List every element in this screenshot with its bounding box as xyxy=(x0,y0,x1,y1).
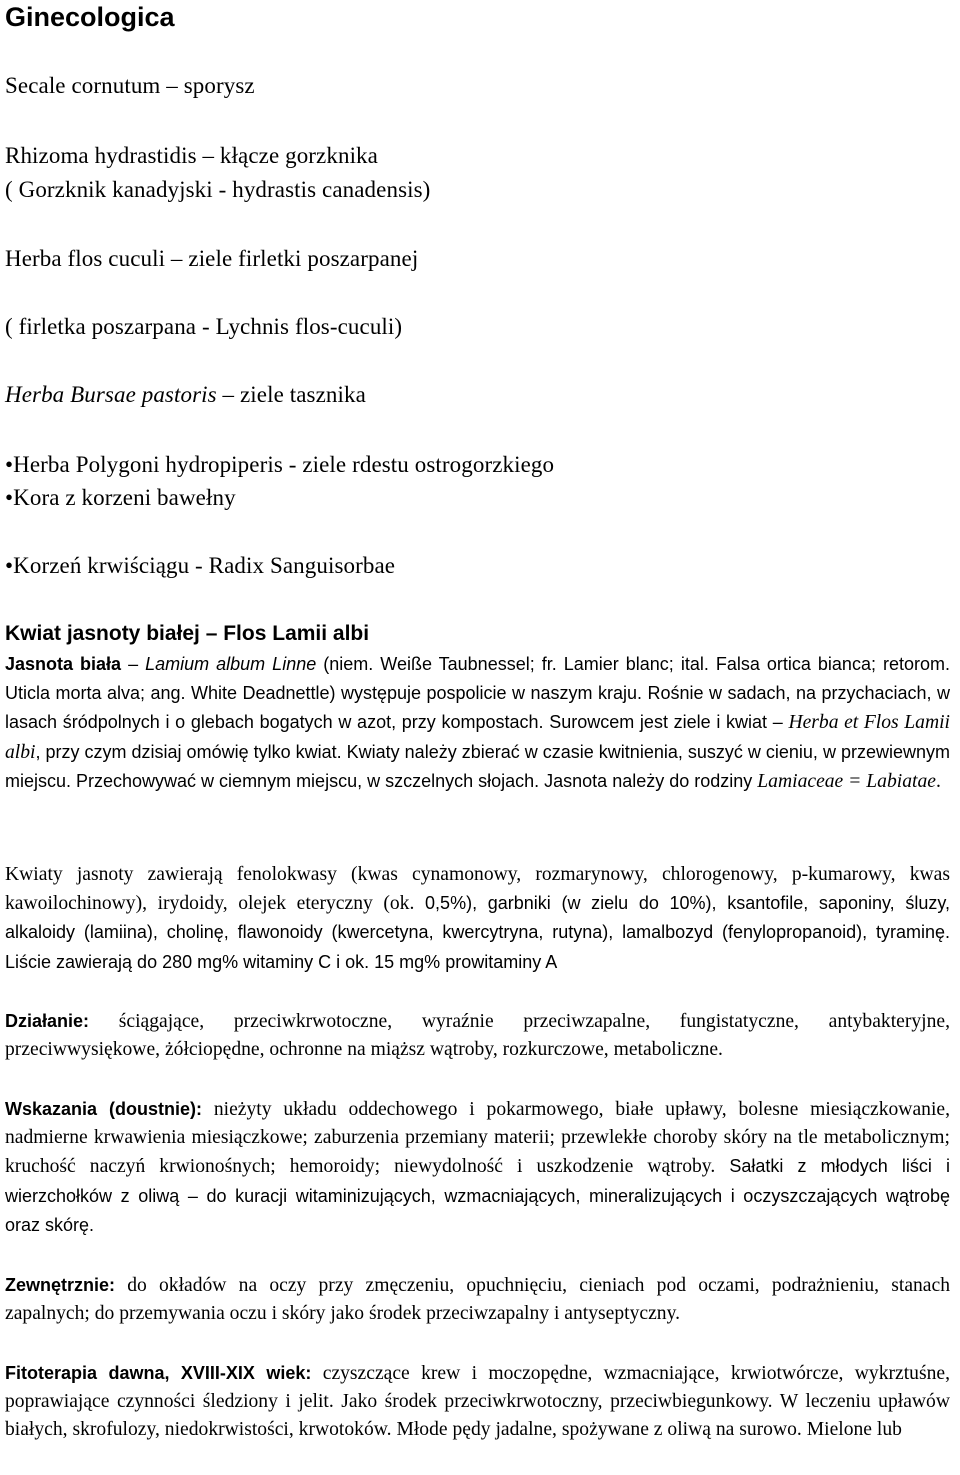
bursae-polish: – ziele tasznika xyxy=(216,382,366,407)
action-text: ściągające, przeciwkrwotoczne, wyraźnie przeciwzapalne, fungistatyczne, antybakteryjne, przeciwwysiękowe, żółciopędne, ochronne na miąższ wątroby, rozkurczowe, metaboliczne. xyxy=(5,1011,950,1061)
external-text: do okładów na oczy przy zmęczeniu, opuchnięciu, cieniach pod oczami, podrażnieniu, stanach zapalnych; do przemywania oczu i skóry jako środek przeciwzapalny i antyseptyczny. xyxy=(5,1275,950,1325)
indications-label: Wskazania (doustnie): xyxy=(5,1099,202,1119)
collection-text: , przy czym dzisiaj omówię tylko kwiat. Kwiaty należy zbierać w czasie kwitnienia, suszyć w cieniu, w przewiewnym miejscu. Przechowywać w ciemnym miejscu, w szczelnych słojach. Jasnota należy do rodziny xyxy=(5,741,950,791)
paragraph-composition xyxy=(5,861,950,977)
paragraph-action xyxy=(5,1007,950,1064)
latin-name: Lamium album Linne xyxy=(145,654,317,674)
composition-text-b: 0,5%), garbniki (w zielu do 10%), ksantofile, saponiny, śluzy, alkaloidy (lamiina), cholinę, flawonoidy (kwercetyna, kwercytryna, rutyna), lamalbozyd (fenylopropanoid), tyraminę. Liście zawierają do 280 mg% witaminy C i ok. xyxy=(5,893,950,972)
indications-text: nieżyty układu oddechowego i pokarmowego, białe upławy, bolesne miesiączkowanie, nadmierne krwawienia miesiączkowe; zaburzenia przemiany materii; przewlekłe choroby skóry na tle metabolicznym; kruchość naczyń krwionośnych; hemoroidy; niewydolność i uszkodzenie wątroby. xyxy=(5,1099,950,1178)
composition-text-c: 15 mg% prowitaminy A xyxy=(369,951,558,972)
paragraph-description xyxy=(5,650,950,796)
action-label: Działanie: xyxy=(5,1011,90,1031)
period: . xyxy=(935,770,941,792)
text-line-herba-flos-cuculi: Herba flos cuculi – ziele firletki poszarpanej xyxy=(5,246,419,271)
jasnota-name: Jasnota biała xyxy=(5,654,122,674)
external-label: Zewnętrznie: xyxy=(5,1275,116,1295)
text-line-gorzknik: ( Gorzknik kanadyjski - hydrastis canadensis) xyxy=(5,177,431,202)
bullet-item-polygoni: •Herba Polygoni hydropiperis - ziele rdestu ostrogorzkiego xyxy=(5,452,555,477)
text-line-bursae xyxy=(5,380,366,410)
section-heading: Kwiat jasnoty białej – Flos Lamii albi xyxy=(5,622,370,645)
paragraph-indications xyxy=(5,1095,950,1240)
family-latin: Lamiaceae = Labiatae xyxy=(757,770,936,792)
old-phytotherapy-text: czyszczące krew i moczopędne, wzmacniające, krwiotwórcze, wykrztuśne, poprawiające czynności śledziony i jelit. Jako środek przeciwkrwotoczny, przeciwbiegunkowy. W leczeniu upławów białych, skrofulozy, niedokrwistości, krwotoków. Młode pędy jadalne, spożywane z oliwą na surowo. Mielone lub xyxy=(5,1363,950,1441)
paragraph-old-phytotherapy xyxy=(5,1359,950,1445)
page-title: Ginecologica xyxy=(5,2,175,32)
old-phytotherapy-label: Fitoterapia dawna, XVIII-XIX wiek: xyxy=(5,1363,312,1383)
text-line-rhizoma: Rhizoma hydrastidis – kłącze gorzknika xyxy=(5,143,378,168)
raw-material-latin: Herba et Flos Lamii albi xyxy=(5,712,950,763)
dash: – xyxy=(121,654,146,674)
paragraph-external xyxy=(5,1271,950,1328)
composition-text-a: Kwiaty jasnoty zawierają fenolokwasy (kwas cynamonowy, rozmarynowy, chlorogenowy, p-kumarowy, kwas kawoilochinowy), irydoidy, olejek eteryczny (ok. xyxy=(5,864,950,915)
text-line-firletka: ( firletka poszarpana - Lychnis flos-cuculi) xyxy=(5,314,403,339)
text-line-secale: Secale cornutum – sporysz xyxy=(5,73,255,98)
indications-text-salads: Sałatki z młodych liści i wierzchołków z oliwą – do kuracji witaminizujących, wzmacniających, mineralizujących i oczyszczających wątrobę oraz skórę. xyxy=(5,1156,950,1235)
bursae-latin: Herba Bursae pastoris xyxy=(5,382,217,407)
bullet-item-korzen: •Korzeń krwiściągu - Radix Sanguisorbae xyxy=(5,553,396,578)
names-other-languages: (niem. Weiße Taubnessel; fr. Lamier blanc; ital. Falsa ortica bianca; retorom. Uticla morta alva; ang. White Deadnettle) występuje pospolicie w naszym kraju. xyxy=(5,654,950,704)
bullet-item-kora: •Kora z korzeni bawełny xyxy=(5,485,236,510)
habitat-text: Rośnie w sadach, na przychaciach, w lasach śródpolnych i o glebach bogatych w azot, przy kompostach. Surowcem jest ziele i kwiat – xyxy=(5,683,950,733)
